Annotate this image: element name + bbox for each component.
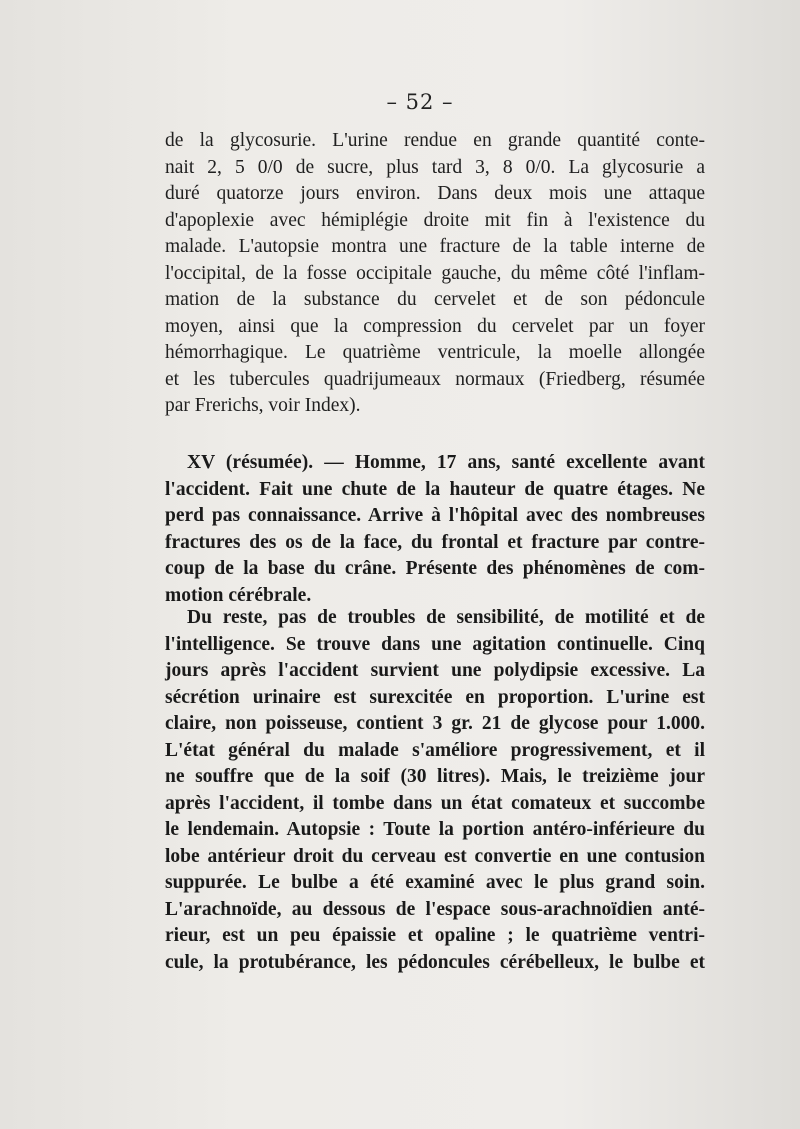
text-line: cule, la protubérance, les pédoncules cérébelleux, le bulbe et xyxy=(165,951,705,973)
text-line: sécrétion urinaire est surexcitée en proportion. L'urine est xyxy=(165,686,705,708)
text-line: malade. L'autopsie montra une fracture de la table interne de xyxy=(165,236,705,257)
text-line: nait 2, 5 0/0 de sucre, plus tard 3, 8 0/0. La glycosurie a xyxy=(165,156,705,178)
text-line: L'arachnoïde, au dessous de l'espace sous-arachnoïdien anté- xyxy=(165,898,705,920)
text-line: L'état général du malade s'améliore progressivement, et il xyxy=(165,739,705,761)
case-heading: XV (résumée). xyxy=(187,452,314,473)
text-line: claire, non poisseuse, contient 3 gr. 21 de glycose pour 1.000. xyxy=(165,713,705,734)
text-line: après l'accident, il tombe dans un état comateux et succombe xyxy=(165,792,705,814)
page-number: – 52 – xyxy=(386,90,454,114)
text-line: par Frerichs, voir Index). xyxy=(165,395,361,416)
text-line: mation de la substance du cervelet et de son pédoncule xyxy=(165,289,705,310)
text-line: l'intelligence. Se trouve dans une agitation continuelle. Cinq xyxy=(165,633,705,655)
text-line: de la glycosurie. L'urine rendue en grande quantité conte- xyxy=(165,130,705,151)
text-line: perd pas connaissance. Arrive à l'hôpital avec des nombreuses xyxy=(165,505,705,526)
text-line: suppurée. Le bulbe a été examiné avec le plus grand soin. xyxy=(165,872,705,893)
text-line: hémorrhagique. Le quatrième ventricule, la moelle allongée xyxy=(165,342,705,363)
text-line: lobe antérieur droit du cerveau est convertie en une contusion xyxy=(165,845,705,867)
text-line: l'accident. Fait une chute de la hauteur de quatre étages. Ne xyxy=(165,478,705,500)
text-line: le lendemain. Autopsie : Toute la portion antéro-inférieure du xyxy=(165,819,705,840)
text-line: motion cérébrale. xyxy=(165,584,312,606)
text-line: et les tubercules quadrijumeaux normaux (Friedberg, résumée xyxy=(165,368,705,390)
text-line: Du reste, pas de troubles de sensibilité, de motilité et de xyxy=(187,607,705,628)
text-line: l'occipital, de la fosse occipitale gauche, du même côté l'inflam- xyxy=(165,262,705,284)
text-line: fractures des os de la face, du frontal et fracture par contre- xyxy=(165,531,705,553)
text-line: jours après l'accident survient une polydipsie excessive. La xyxy=(165,660,705,681)
text-line xyxy=(165,450,705,477)
text-line: moyen, ainsi que la compression du cervelet par un foyer xyxy=(165,315,705,337)
paragraph-2 xyxy=(165,450,705,609)
text-line: rieur, est un peu épaissie et opaline ; le quatrième ventri- xyxy=(165,925,705,946)
text-line: ne souffre que de la soif (30 litres). Mais, le treizième jour xyxy=(165,766,705,787)
paragraph-1 xyxy=(165,128,705,420)
text-line: d'apoplexie avec hémiplégie droite mit fin à l'existence du xyxy=(165,209,705,231)
paragraph-3 xyxy=(165,605,705,976)
text-line: duré quatorze jours environ. Dans deux mois une attaque xyxy=(165,183,705,204)
text-line: coup de la base du crâne. Présente des phénomènes de com- xyxy=(165,558,705,579)
text-line-rest: — Homme, 17 ans, santé excellente avant xyxy=(313,452,705,473)
